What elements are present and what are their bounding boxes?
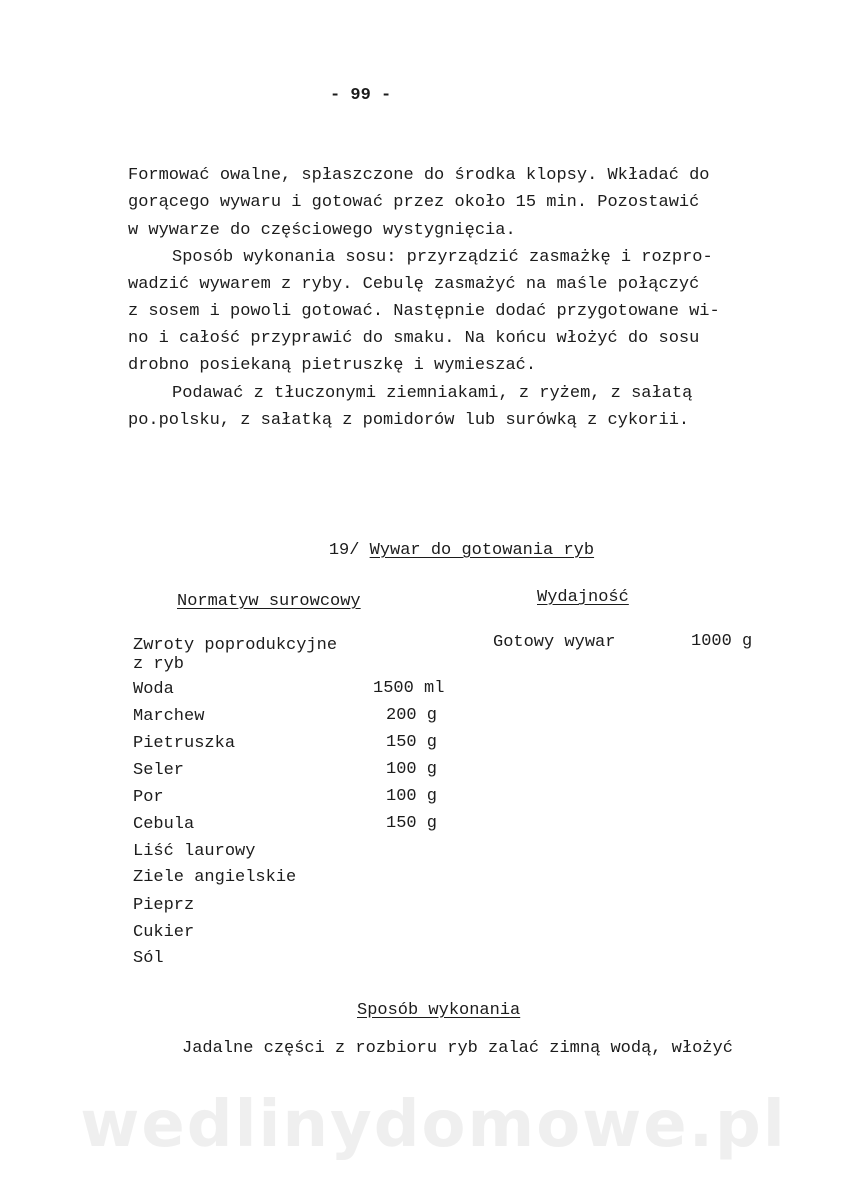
ingredient-amount: 150 g	[386, 814, 438, 833]
paragraph-1-line-3: w wywarze do częściowego wystygnięcia.	[128, 221, 516, 240]
ingredient-name: Seler	[133, 761, 185, 780]
ingredient-name: Liść laurowy	[133, 842, 256, 861]
paragraph-2-line-1: Sposób wykonania sosu: przyrządzić zasmażkę i rozpro-	[172, 248, 713, 267]
paragraph-1-line-1: Formować owalne, spłaszczone do środka klopsy. Wkładać do	[128, 166, 710, 185]
ingredient-amount: 100 g	[386, 760, 438, 779]
ingredient-name: Sól	[133, 949, 164, 968]
ingredient-name: Cebula	[133, 815, 195, 834]
yield-amount: 1000 g	[691, 632, 753, 651]
ingredient-name: Marchew	[133, 707, 205, 726]
paragraph-3-line-1: Podawać z tłuczonymi ziemniakami, z ryżem, z sałatą	[172, 384, 693, 403]
method-header: Sposób wykonania	[357, 1001, 521, 1020]
recipe-heading	[288, 521, 594, 581]
page-number: - 99 -	[330, 86, 392, 105]
ingredient-amount: 100 g	[386, 787, 438, 806]
paragraph-1-line-2: gorącego wywaru i gotować przez około 15 min. Pozostawić	[128, 193, 700, 212]
ingredient-name: Cukier	[133, 923, 195, 942]
paragraph-2-line-5: drobno posiekaną pietruszkę i wymieszać.	[128, 356, 537, 375]
ingredient-amount: 150 g	[386, 733, 438, 752]
ingredient-name: Ziele angielskie	[133, 868, 297, 887]
yield-header: Wydajność	[537, 588, 629, 607]
paragraph-2-line-3: z sosem i powoli gotować. Następnie dodać przygotowane wi-	[128, 302, 720, 321]
recipe-number: 19/	[328, 541, 360, 560]
ingredient-name: Pieprz	[133, 896, 195, 915]
ingredient-name-continued: z ryb	[133, 655, 185, 674]
watermark: wedlinydomowe.pl	[80, 1088, 787, 1162]
method-line-1: Jadalne części z rozbioru ryb zalać zimną wodą, włożyć	[182, 1039, 733, 1058]
recipe-title: Wywar do gotowania ryb	[369, 541, 595, 560]
paragraph-2-line-2: wadzić wywarem z ryby. Cebulę zasmażyć na maśle połączyć	[128, 275, 700, 294]
ingredient-name: Pietruszka	[133, 734, 236, 753]
ingredient-amount: 1500 ml	[373, 679, 445, 698]
yield-name: Gotowy wywar	[493, 633, 616, 652]
paragraph-2-line-4: no i całość przyprawić do smaku. Na końcu włożyć do sosu	[128, 329, 700, 348]
ingredient-name: Woda	[133, 680, 174, 699]
ingredient-amount: 200 g	[386, 706, 438, 725]
paragraph-3-line-2: po.polsku, z sałatką z pomidorów lub surówką z cykorii.	[128, 411, 690, 430]
ingredients-header: Normatyw surowcowy	[177, 592, 361, 611]
ingredient-name: Por	[133, 788, 164, 807]
ingredient-name: Zwroty poprodukcyjne	[133, 636, 338, 655]
